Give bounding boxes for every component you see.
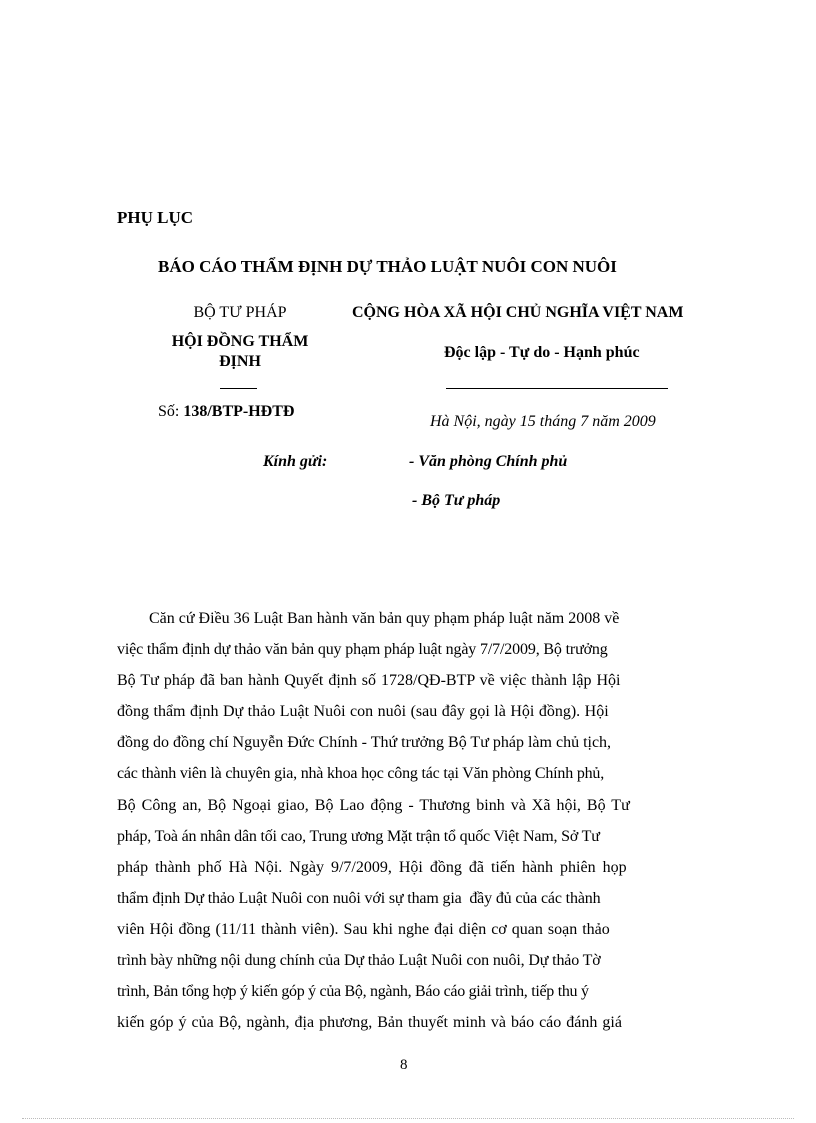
right-divider — [446, 388, 668, 389]
report-title: BÁO CÁO THẨM ĐỊNH DỰ THẢO LUẬT NUÔI CON NUÔI — [158, 257, 617, 276]
republic-name: CỘNG HÒA XÃ HỘI CHỦ NGHĨA VIỆT NAM — [352, 304, 684, 321]
body-line: việc thẩm định dự thảo văn bản quy phạm pháp luật ngày 7/7/2009, Bộ trưởng — [117, 641, 608, 659]
body-line: trình, Bản tổng hợp ý kiến góp ý của Bộ, ngành, Báo cáo giải trình, tiếp thu ý — [117, 983, 589, 1001]
document-number-prefix: Số: — [158, 403, 184, 420]
place-date: Hà Nội, ngày 15 tháng 7 năm 2009 — [430, 413, 656, 430]
body-line: pháp thành phố Hà Nội. Ngày 9/7/2009, Hội đồng đã tiến hành phiên họp — [117, 858, 627, 876]
page-bottom-rule — [22, 1118, 794, 1119]
appendix-title: PHỤ LỤC — [117, 208, 194, 227]
body-line: pháp, Toà án nhân dân tối cao, Trung ương Mặt trận tổ quốc Việt Nam, Sở Tư — [117, 827, 600, 845]
ministry-name: BỘ TƯ PHÁP — [193, 304, 287, 321]
document-number-value: 138/BTP-HĐTĐ — [183, 403, 295, 420]
page-number: 8 — [400, 1057, 408, 1073]
recipient-item: - Bộ Tư pháp — [412, 492, 501, 509]
body-line: viên Hội đồng (11/11 thành viên). Sau khi nghe đại diện cơ quan soạn thảo — [117, 920, 610, 938]
body-line: Bộ Tư pháp đã ban hành Quyết định số 1728/QĐ-BTP về việc thành lập Hội — [117, 672, 621, 690]
body-line: Bộ Công an, Bộ Ngoại giao, Bộ Lao động - Thương binh và Xã hội, Bộ Tư — [117, 796, 630, 814]
body-line: thẩm định Dự thảo Luật Nuôi con nuôi với sự tham gia đầy đủ của các thành — [117, 889, 601, 907]
body-line: các thành viên là chuyên gia, nhà khoa học công tác tại Văn phòng Chính phủ, — [117, 765, 605, 783]
body-line: đồng thẩm định Dự thảo Luật Nuôi con nuôi (sau đây gọi là Hội đồng). Hội — [117, 703, 609, 721]
national-motto: Độc lập - Tự do - Hạnh phúc — [444, 344, 640, 361]
document-number — [158, 403, 294, 421]
body-line: kiến góp ý của Bộ, ngành, địa phương, Bản thuyết minh và báo cáo đánh giá — [117, 1014, 622, 1032]
body-paragraph — [117, 603, 686, 1038]
body-line: trình bày những nội dung chính của Dự thảo Luật Nuôi con nuôi, Dự thảo Tờ — [117, 952, 601, 970]
body-line: đồng do đồng chí Nguyễn Đức Chính - Thứ trưởng Bộ Tư pháp làm chủ tịch, — [117, 734, 612, 752]
body-line: Căn cứ Điều 36 Luật Ban hành văn bản quy phạm pháp luật năm 2008 về — [117, 610, 620, 627]
council-name: HỘI ĐỒNG THẨM ĐỊNH — [171, 333, 309, 370]
recipients-label: Kính gửi: — [263, 453, 328, 470]
recipient-item: - Văn phòng Chính phủ — [409, 453, 568, 470]
left-divider — [220, 388, 257, 389]
